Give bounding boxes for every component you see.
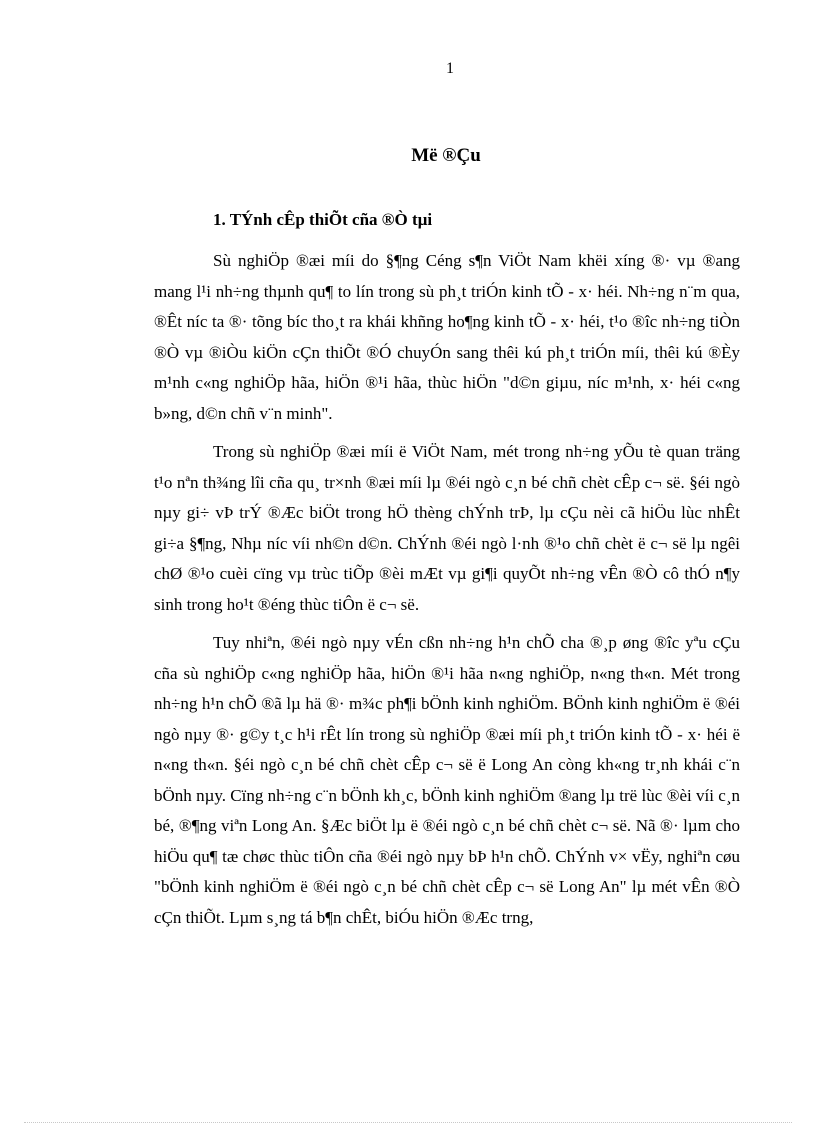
body-text: [154, 246, 740, 941]
paragraph-3: Tuy nhiªn, ®éi ngò nµy vÉn cßn nh÷ng h¹n chÕ cha ®¸p øng ®îc yªu cÇu cña sù nghiÖp c«ng nghiÖp hãa, hiÖn ®¹i hãa n«ng nghiÖp, n«ng th«n. Mét trong nh÷ng h¹n chÕ ®ã lµ hä ®· m¾c ph¶i bÖnh kinh nghiÖm. BÖnh kinh nghiÖm ë ®éi ngò nµy ®· g©y t¸c h¹i rÊt lín trong sù nghiÖp ®æi míi ph¸t triÓn kinh tÕ - x· héi ë n«ng th«n. §éi ngò c¸n bé chñ chèt cÊp c¬ së ë Long An còng kh«ng tr¸nh khái c¨n bÖnh nµy. Cïng nh÷ng c¨n bÖnh kh¸c, bÖnh kinh nghiÖm ®ang lµ trë lùc ®èi víi c¸n bé, ®¶ng viªn Long An. §Æc biÖt lµ ë ®éi ngò c¸n bé chñ chèt c¬ së. Nã ®· lµm cho hiÖu qu¶ tæ chøc thùc tiÔn cña ®éi ngò nµy bÞ h¹n chÕ. ChÝnh v× vËy, nghiªn cøu "bÖnh kinh nghiÖm ë ®éi ngò c¸n bé chñ chèt cÊp c¬ së Long An" lµ mét vÊn ®Ò cÇn thiÕt. Lµm s¸ng tá b¶n chÊt, biÓu hiÖn ®Æc trng,: [154, 633, 740, 927]
page-number: 1: [446, 60, 454, 77]
section-heading: 1. TÝnh cÊp thiÕt cña ®Ò tµi: [213, 210, 433, 229]
paragraph-1: Sù nghiÖp ®æi míi do §¶ng Céng s¶n ViÖt Nam khëi xíng ®· vµ ®ang mang l¹i nh÷ng thµnh qu¶ to lín trong sù ph¸t triÓn kinh tÕ - x· héi. Nh÷ng n¨m qua, ®Êt níc ta ®· tõng bíc tho¸t ra khái khñng ho¶ng kinh tÕ - x· héi, t¹o ®îc nh÷ng tiÒn ®Ò vµ ®iÒu kiÖn cÇn thiÕt ®Ó chuyÓn sang thêi kú ph¸t triÓn míi, thêi kú ®Èy m¹nh c«ng nghiÖp hãa, hiÖn ®¹i hãa, thùc hiÖn "d©n giµu, níc m¹nh, x· héi c«ng b»ng, d©n chñ v¨n minh".: [154, 251, 740, 423]
paragraph-2: Trong sù nghiÖp ®æi míi ë ViÖt Nam, mét trong nh÷ng yÕu tè quan träng t¹o nªn th¾ng lîi cña qu¸ tr×nh ®æi míi lµ ®éi ngò c¸n bé chñ chèt cÊp c¬ së. §éi ngò nµy gi÷ vÞ trÝ ®Æc biÖt trong hÖ thèng chÝnh trÞ, lµ cÇu nèi cã hiÖu lùc nhÊt gi÷a §¶ng, Nhµ níc víi nh©n d©n. ChÝnh ®éi ngò l·nh ®¹o chñ chèt ë c¬ së lµ ngêi chØ ®¹o cuèi cïng vµ trùc tiÕp ®èi mÆt vµ gi¶i quyÕt nh÷ng vÊn ®Ò cô thÓ n¶y sinh trong ho¹t ®éng thùc tiÔn ë c¬ së.: [154, 442, 740, 614]
document-title: Më ®Çu: [411, 145, 481, 166]
